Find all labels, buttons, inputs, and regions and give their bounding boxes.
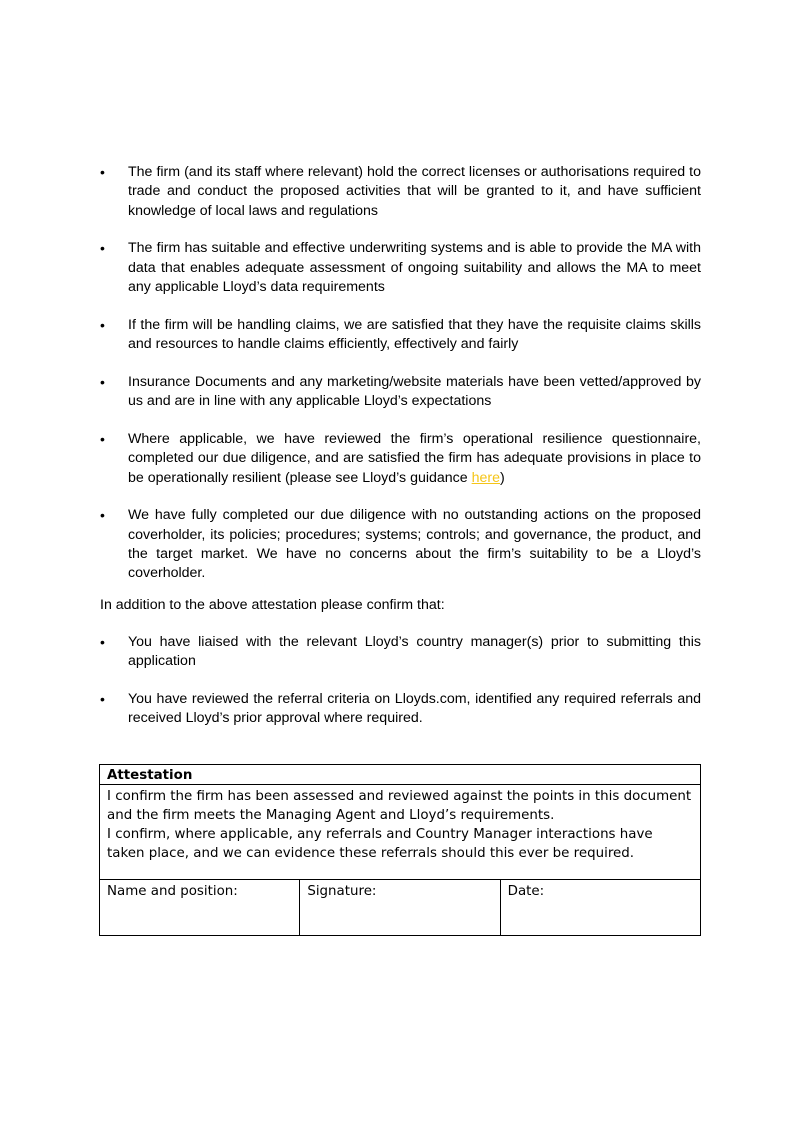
- attestation-table: [99, 764, 701, 936]
- bullet-text: The firm (and its staff where relevant) hold the correct licenses or authorisations required to trade and conduct the proposed activities that will be granted to it, and have sufficient knowledge of local laws and regulations: [128, 164, 701, 219]
- attestation-title: Attestation: [100, 765, 700, 785]
- bullet-text: Insurance Documents and any marketing/website materials have been vetted/approved by us and are in line with any applicable Lloyd’s expectations: [128, 373, 701, 410]
- name-position-field[interactable]: [100, 880, 299, 935]
- date-label: Date:: [507, 884, 545, 899]
- signature-label: Signature:: [307, 884, 377, 899]
- confirm-intro: In addition to the above attestation please confirm that:: [100, 597, 445, 613]
- bullet-text: You have reviewed the referral criteria on Lloyds.com, identified any required referrals and received Lloyd’s prior approval where required.: [128, 691, 701, 727]
- list-item: [100, 506, 701, 584]
- list-item: [100, 633, 701, 672]
- signature-field[interactable]: [299, 880, 499, 935]
- list-item: [100, 690, 701, 729]
- attestation-statement: [100, 785, 700, 880]
- bullet-text: Where applicable, we have reviewed the firm’s operational resilience questionnaire, completed our due diligence, and are satisfied the firm has adequate provisions in place to be operationally resilient (please see Lloyd’s guidance: [128, 430, 701, 486]
- bullet-text: You have liaised with the relevant Lloyd’s country manager(s) prior to submitting this application: [128, 634, 701, 670]
- list-item: [100, 430, 701, 488]
- attestation-sign-row: [100, 880, 700, 935]
- bullet-text: The firm has suitable and effective underwriting systems and is able to provide the MA with data that enables adequate assessment of ongoing suitability and allows the MA to meet any applicable Lloyd’s data requirements: [128, 240, 701, 296]
- bullet-text: If the firm will be handling claims, we are satisfied that they have the requisite claims skills and resources to handle claims efficiently, effectively and fairly: [128, 316, 701, 353]
- list-item: [100, 163, 701, 221]
- attestation-points-list: [100, 163, 701, 584]
- list-item: [100, 316, 701, 355]
- attestation-line: I confirm the firm has been assessed and reviewed against the points in this document and the firm meets the Managing Agent and Lloyd’s requirements.: [107, 789, 692, 823]
- confirmation-list: [100, 633, 701, 729]
- guidance-link[interactable]: here: [471, 469, 501, 486]
- date-field[interactable]: [500, 880, 700, 935]
- list-item: [100, 373, 701, 412]
- attestation-line: I confirm, where applicable, any referrals and Country Manager interactions have taken place, and we can evidence these referrals should this ever be required.: [107, 827, 653, 861]
- bullet-text-end: ): [500, 469, 505, 486]
- bullet-text: We have fully completed our due diligence with no outstanding actions on the proposed coverholder, its policies; procedures; systems; controls; and governance, the product, and the target market. We have no concerns about the firm’s suitability to be a Lloyd’s coverholder.: [128, 507, 701, 582]
- name-position-label: Name and position:: [107, 884, 238, 899]
- list-item: [100, 239, 701, 297]
